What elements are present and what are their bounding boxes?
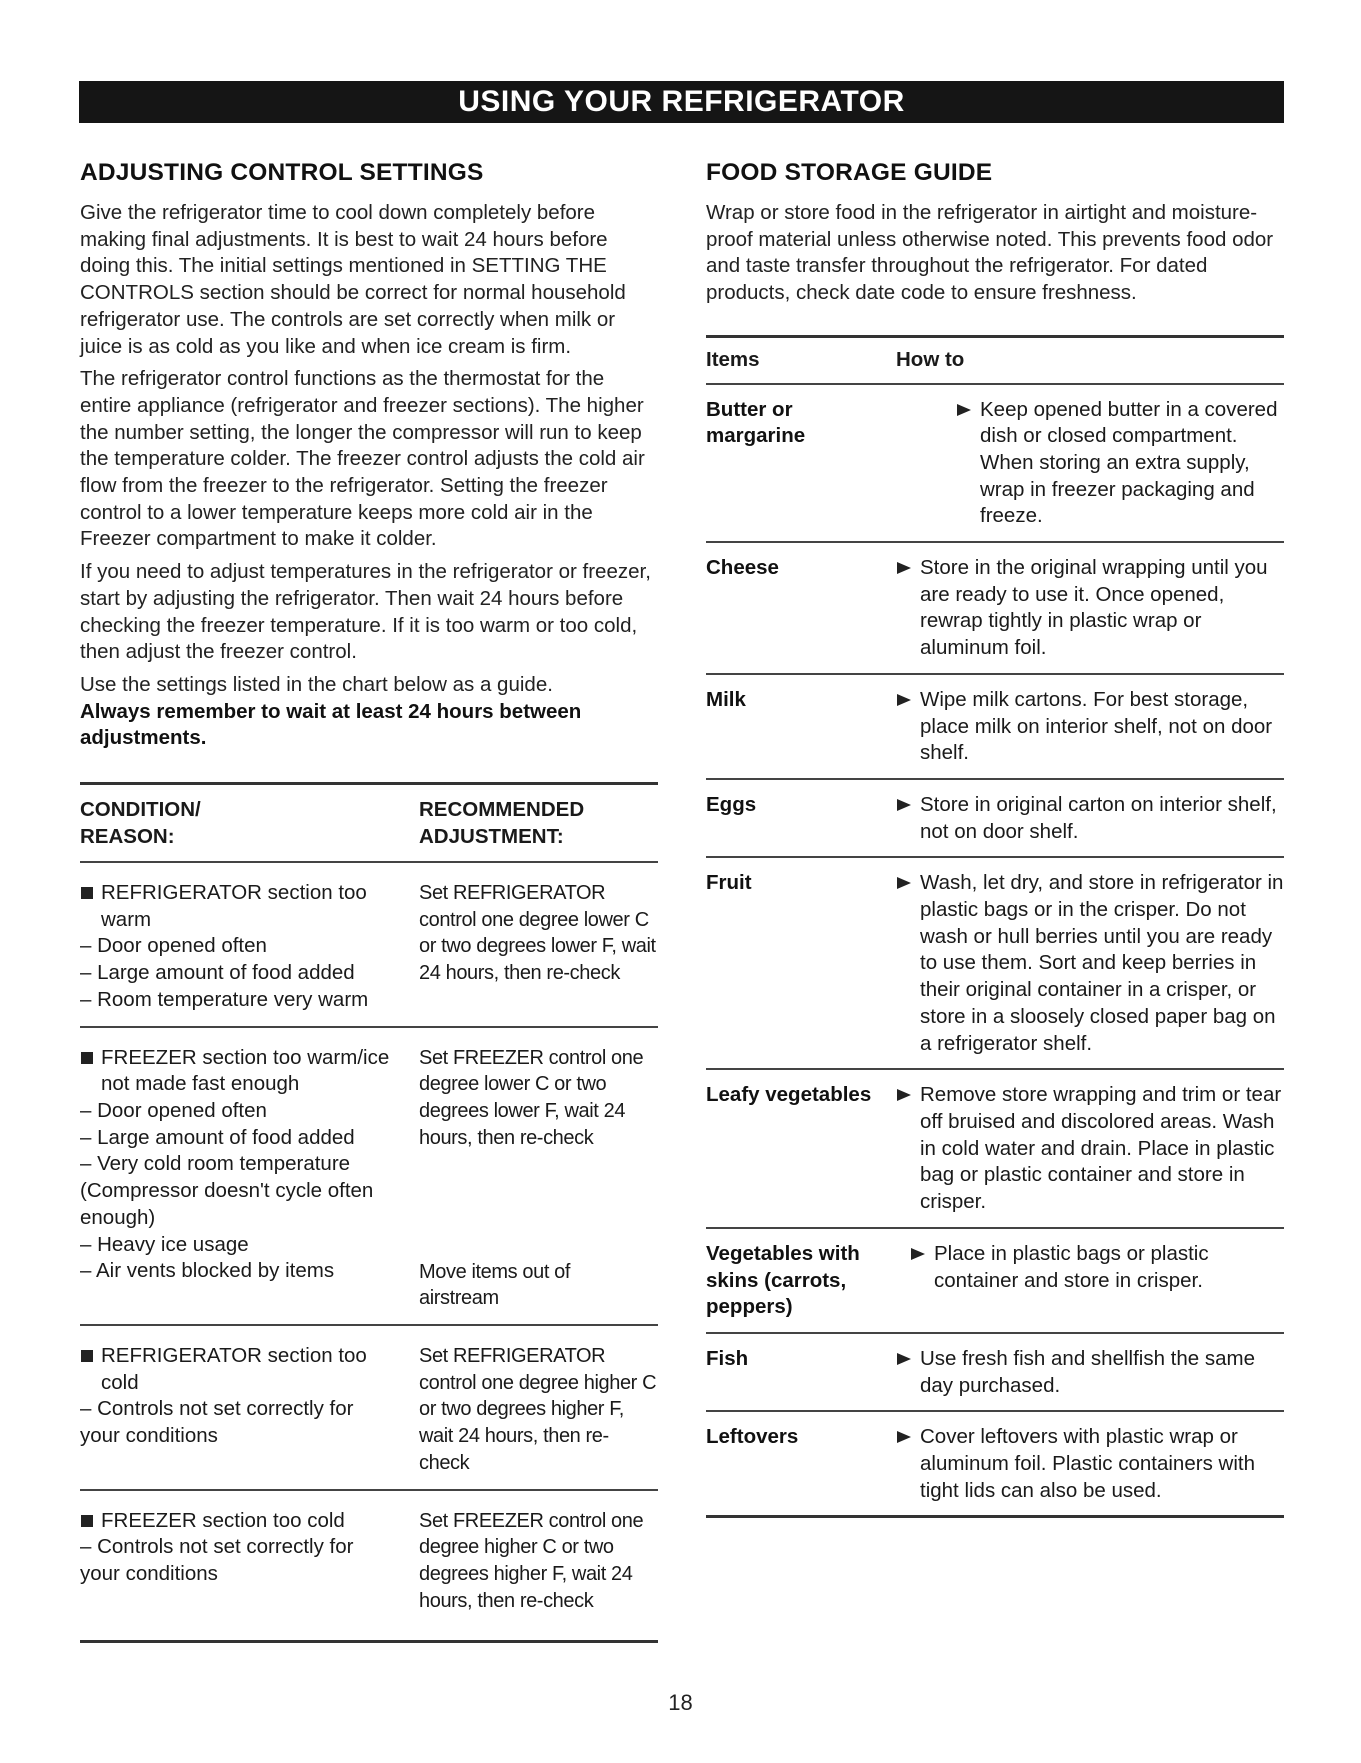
adjustment-text: Set FREEZER control one degree lower C or two degrees lower F, wait 24 hours, then re-check [419, 1046, 644, 1149]
adjustment-cell [419, 1343, 658, 1477]
food-storage-guide-section [706, 158, 1286, 1518]
adjusting-control-settings-section [80, 158, 660, 1643]
paragraph: The refrigerator control functions as the thermostat for the entire appliance (refrigerator and freezer sections). The higher the number setting, the longer the compressor will run to keep the temperature colder. The freezer control adjusts the cold air flow from the freezer to the refrigerator. Setting the freezer control to a lower temperature keeps more cold air in the Freezer compartment to make it colder. [80, 367, 645, 551]
triangle-bullet-icon [897, 799, 911, 811]
square-bullet-icon [81, 887, 93, 899]
item-name: Leafy vegetables [706, 1083, 872, 1107]
how-to-cell [896, 792, 1284, 845]
table-row [80, 1326, 658, 1489]
triangle-bullet-icon [897, 562, 911, 574]
reason-item: – Large amount of food added [80, 1125, 355, 1149]
square-bullet-icon [81, 1350, 93, 1362]
page-banner: USING YOUR REFRIGERATOR [79, 81, 1284, 123]
how-to-text: Cover leftovers with plastic wrap or aluminum foil. Plastic containers with tight lids can also be used. [920, 1425, 1255, 1502]
header-howto: How to [896, 347, 965, 371]
triangle-bullet-icon [897, 877, 911, 889]
triangle-bullet-icon [897, 1353, 911, 1365]
triangle-bullet-icon [897, 694, 911, 706]
item-name: Vegetables with skins (carrots, peppers) [706, 1241, 860, 1319]
table-row [706, 1412, 1284, 1515]
reason-item: – Very cold room temperature (Compressor doesn't cycle often enough) [80, 1152, 374, 1229]
table-row [80, 863, 658, 1026]
paragraph: Use the settings listed in the chart below as a guide. [80, 672, 553, 696]
table-row [706, 1229, 1284, 1332]
page-number: 18 [668, 1690, 693, 1715]
how-to-text: Remove store wrapping and trim or tear off bruised and discolored areas. Wash in cold water and drain. Place in plastic bag or plastic container and store in crisper. [920, 1083, 1282, 1214]
condition-adjustment-table [80, 782, 658, 1643]
adjustment-text: Set REFRIGERATOR control one degree higher C or two degrees higher F, wait 24 hours, then re-check [419, 1344, 657, 1474]
table-row [706, 858, 1284, 1068]
table-row [706, 675, 1284, 778]
adjustment-cell [419, 1508, 658, 1615]
intro-paragraph: Wrap or store food in the refrigerator in airtight and moisture-proof material unless otherwise noted. This prevents food odor and taste transfer throughout the refrigerator. For dated products, check date code to ensure freshness. [706, 201, 1274, 305]
item-name: Butter or margarine [706, 397, 806, 448]
reason-item: – Door opened often [80, 934, 267, 958]
paragraph: If you need to adjust temperatures in the refrigerator or freezer, start by adjusting the refrigerator. Then wait 24 hours before checking the freezer temperature. If it is too warm or too cold, then adjust the freezer control. [80, 560, 651, 664]
section-title-adjusting: ADJUSTING CONTROL SETTINGS [80, 159, 484, 186]
paragraph: Give the refrigerator time to cool down completely before making final adjustments. It is best to wait 24 hours before doing this. The initial settings mentioned in SETTING THE CONTROLS section should be correct for normal household refrigerator use. The controls are set correctly when milk or juice is as cold as you like and when ice cream is firm. [80, 201, 626, 358]
condition-cell [80, 1508, 419, 1615]
header-items: Items [706, 347, 760, 371]
table-row [80, 1491, 658, 1627]
reason-item: – Controls not set correctly for your conditions [80, 1397, 354, 1448]
how-to-cell [896, 1082, 1284, 1216]
triangle-bullet-icon [897, 1089, 911, 1101]
how-to-cell [910, 1241, 1284, 1321]
adjustment-text: Move items out of airstream [419, 1260, 571, 1310]
how-to-cell [956, 397, 1284, 531]
triangle-bullet-icon [897, 1431, 911, 1443]
how-to-text: Wash, let dry, and store in refrigerator in plastic bags or in the crisper. Do not wash or hull berries until you are ready to use them. Sort and keep berries in their original container in a crisper, or store in a sloosely closed paper bag on a refrigerator shelf. [920, 871, 1284, 1055]
header-adjustment [419, 797, 658, 850]
square-bullet-icon [81, 1052, 93, 1064]
how-to-text: Store in original carton on interior shelf, not on door shelf. [920, 792, 1277, 843]
header-condition [80, 797, 419, 850]
header-text: RECOMMENDED [419, 798, 585, 822]
item-name: Cheese [706, 556, 779, 580]
adjustment-text: Set REFRIGERATOR control one degree lower C or two degrees lower F, wait 24 hours, then re-check [419, 882, 656, 985]
table-rule [80, 1640, 658, 1643]
adjustment-cell [419, 1045, 658, 1312]
triangle-bullet-icon [957, 404, 971, 416]
condition-cell [80, 1343, 419, 1477]
condition-cell [80, 880, 419, 1014]
food-storage-table [706, 335, 1284, 1519]
how-to-cell [896, 1346, 1284, 1399]
header-text: REASON: [80, 824, 175, 848]
table-row [706, 1334, 1284, 1410]
condition-text: FREEZER section too warm/ice not made fast enough [101, 1045, 390, 1096]
header-text: ADJUSTMENT: [419, 824, 564, 848]
item-name: Leftovers [706, 1425, 799, 1449]
table-row [706, 543, 1284, 673]
item-name: Milk [706, 687, 746, 711]
table-row [706, 385, 1284, 542]
how-to-text: Store in the original wrapping until you are ready to use it. Once opened, rewrap tightly in plastic wrap or aluminum foil. [920, 556, 1268, 660]
how-to-text: Wipe milk cartons. For best storage, place milk on interior shelf, not on door shelf. [920, 687, 1273, 765]
condition-text: REFRIGERATOR section too cold [101, 1343, 367, 1394]
how-to-cell [896, 1424, 1284, 1504]
table-header [80, 785, 658, 861]
condition-text: FREEZER section too cold [101, 1508, 345, 1532]
reason-item: – Large amount of food added [80, 961, 355, 985]
reason-item: – Room temperature very warm [80, 987, 369, 1011]
how-to-cell [896, 870, 1284, 1057]
item-name: Fish [706, 1346, 749, 1370]
condition-text: REFRIGERATOR section too warm [101, 881, 367, 931]
reason-item: – Air vents blocked by items [80, 1259, 335, 1283]
table-header [706, 338, 1284, 383]
how-to-text: Place in plastic bags or plastic container and store in crisper. [934, 1241, 1209, 1292]
how-to-cell [896, 555, 1284, 662]
triangle-bullet-icon [911, 1248, 925, 1260]
reason-item: – Controls not set correctly for your conditions [80, 1535, 354, 1585]
reason-item: – Door opened often [80, 1098, 267, 1122]
bold-note: Always remember to wait at least 24 hours between adjustments. [80, 699, 582, 750]
how-to-text: Use fresh fish and shellfish the same day purchased. [920, 1346, 1255, 1397]
item-name: Fruit [706, 871, 752, 895]
how-to-text: Keep opened butter in a covered dish or closed compartment. When storing an extra supply, wrap in freezer packaging and freeze. [980, 397, 1278, 528]
table-rule [706, 1515, 1284, 1518]
square-bullet-icon [81, 1515, 93, 1527]
adjustment-text: Set FREEZER control one degree higher C or two degrees higher F, wait 24 hours, then re-check [419, 1509, 644, 1612]
section-title-food-storage: FOOD STORAGE GUIDE [706, 159, 993, 186]
table-row [706, 1070, 1284, 1227]
table-row [706, 780, 1284, 856]
header-text: CONDITION/ [80, 798, 201, 822]
condition-cell [80, 1045, 419, 1312]
reason-item: – Heavy ice usage [80, 1232, 249, 1256]
item-name: Eggs [706, 792, 757, 816]
adjustment-cell [419, 880, 658, 1014]
table-row [80, 1028, 658, 1324]
how-to-cell [896, 687, 1284, 767]
